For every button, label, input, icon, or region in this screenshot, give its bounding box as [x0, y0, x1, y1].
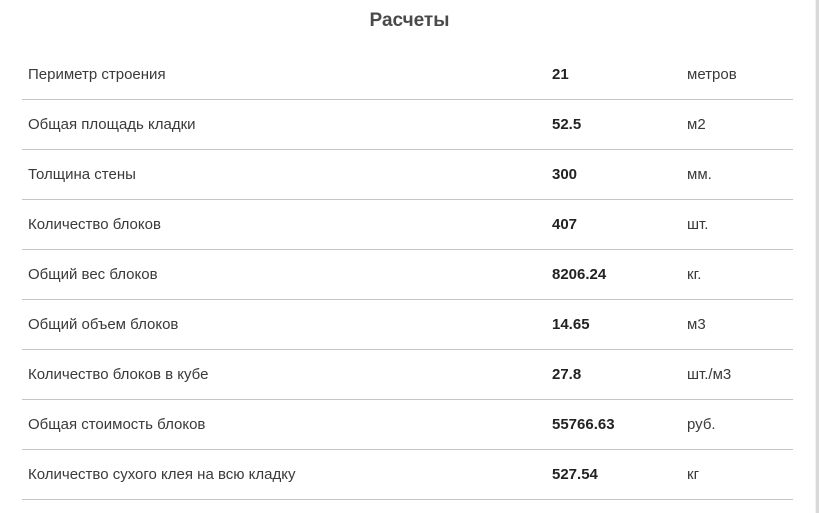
row-value: 407	[552, 216, 578, 233]
table-row-blocks-per-cube	[22, 350, 793, 400]
row-label: Общий вес блоков	[28, 266, 158, 283]
results-table	[22, 50, 793, 500]
row-label: Общая стоимость блоков	[28, 416, 206, 433]
row-unit: шт.	[687, 216, 709, 233]
row-unit: м2	[687, 116, 706, 133]
row-label: Количество блоков в кубе	[28, 366, 209, 383]
row-value: 21	[552, 66, 569, 83]
row-label: Общая площадь кладки	[28, 116, 196, 133]
row-unit: шт./м3	[687, 366, 732, 383]
table-row-dry-glue	[22, 450, 793, 500]
table-row-wall-thickness	[22, 150, 793, 200]
row-value: 55766.63	[552, 416, 615, 433]
table-row-block-volume	[22, 300, 793, 350]
row-unit: кг.	[687, 266, 702, 283]
table-row-masonry-area	[22, 100, 793, 150]
row-value: 14.65	[552, 316, 590, 333]
row-label: Толщина стены	[28, 166, 136, 183]
table-row-block-cost	[22, 400, 793, 450]
row-unit: м3	[687, 316, 706, 333]
table-row-block-count	[22, 200, 793, 250]
row-label: Количество блоков	[28, 216, 161, 233]
row-value: 527.54	[552, 466, 598, 483]
row-value: 8206.24	[552, 266, 607, 283]
row-unit: руб.	[687, 416, 716, 433]
row-value: 52.5	[552, 116, 582, 133]
row-label: Периметр строения	[28, 66, 166, 83]
row-label: Общий объем блоков	[28, 316, 179, 333]
row-label: Количество сухого клея на всю кладку	[28, 466, 296, 483]
page-title: Расчеты	[369, 10, 450, 31]
row-value: 300	[552, 166, 578, 183]
row-value: 27.8	[552, 366, 582, 383]
row-unit: мм.	[687, 166, 712, 183]
row-unit: метров	[687, 66, 737, 83]
table-row-block-weight	[22, 250, 793, 300]
row-unit: кг	[687, 466, 700, 483]
table-row-perimeter	[22, 50, 793, 100]
